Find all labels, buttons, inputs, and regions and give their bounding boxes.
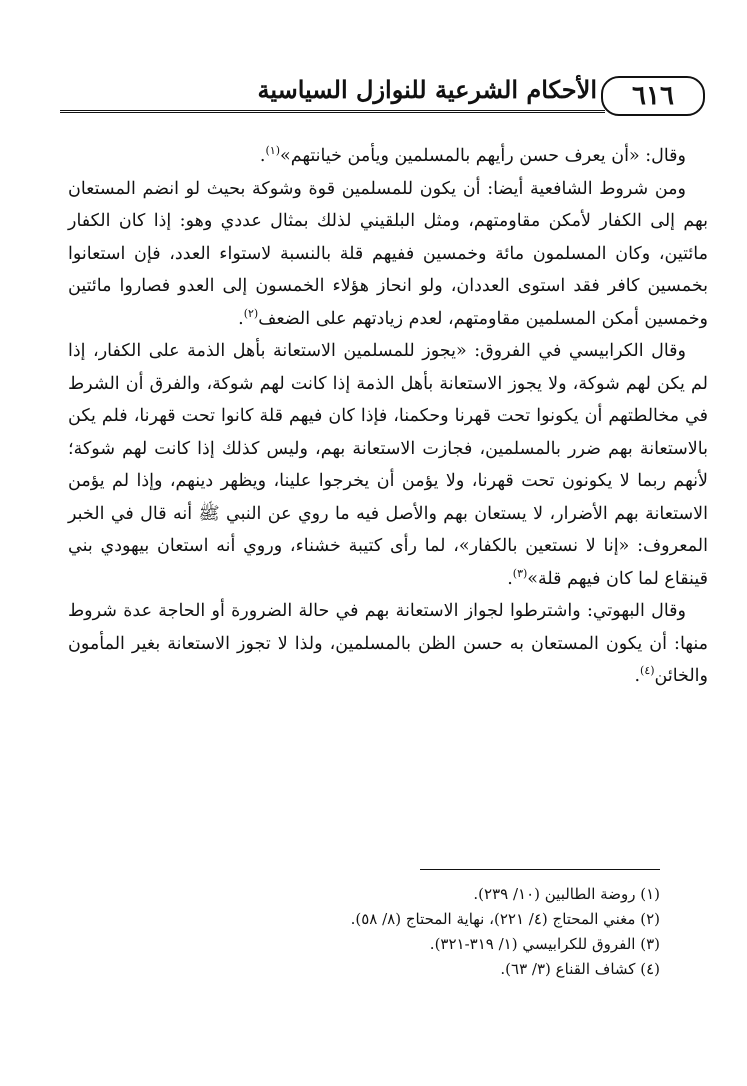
footnote-ref: (٣) xyxy=(512,566,528,580)
paragraph-end: . xyxy=(507,568,513,589)
paragraph-text: وقال: «أن يعرف حسن رأيهم بالمسلمين ويأمن خيانتهم» xyxy=(279,146,686,166)
footnotes xyxy=(100,882,660,982)
page-number: ٦١٦ xyxy=(601,76,705,116)
main-text xyxy=(68,140,708,693)
footnote-ref: (١) xyxy=(265,144,280,158)
paragraph xyxy=(68,173,708,336)
footnote: (٤) كشاف القناع (٣/ ٦٣). xyxy=(500,960,660,978)
paragraph-end: . xyxy=(259,146,266,166)
footnote-ref: (٤) xyxy=(640,664,655,678)
paragraph-text: وقال الكرابيسي في الفروق: «يجوز للمسلمين الاستعانة بأهل الذمة على الكفار، إذا لم يكن لهم شوكة، ولا يجوز الاستعانة بأهل الذمة إذا كانت لهم شوكة، والفرق أن الشرط في مخالطتهم أن يكونوا تحت قهرنا وحكمنا، فإذا كان فيهم قلة كانوا تحت قهرنا، فلم يكن بالاستعانة بهم ضرر بالمسلمين، فجازت الاستعانة بهم، وليس كذلك إذا كانت لهم شوكة؛ لأنهم ربما لا يكونون تحت قهرنا، ولا يؤمن أن يخرجوا علينا، ويظهر دينهم، وإذا لم يؤمن الاستعانة بهم الأضرار، لا يستعان بهم والأصل فيه ما روي عن النبي ﷺ أنه قال في الخبر المعروف: «إنا لا نستعين بالكفار»، لما رأى كتيبة خشناء، وروي أنه استعان بيهودي بني قينقاع لما كان فيهم قلة» xyxy=(68,341,708,589)
paragraph-text: ومن شروط الشافعية أيضا: أن يكون للمسلمين قوة وشوكة بحيث لو انضم المستعان بهم إلى الكفار لأمكن مقاومتهم، ومثل البلقيني لذلك بمثال عددي وهو: إذا كان الكفار مائتين، وكان المسلمون مائة وخمسين ففيهم قلة بالنسبة لاستواء العدد، فإن استعانوا بخمسين كافر فقد استوى العددان، ولو انحاز هؤلاء الخمسون إلى العدو فصاروا مائتين وخمسين أمكن المسلمين مقاومتهم، لعدم زيادتهم على الضعف xyxy=(68,178,708,329)
paragraph-end: . xyxy=(634,666,641,686)
paragraph-text: وقال البهوتي: واشترطوا لجواز الاستعانة بهم في حالة الضرورة أو الحاجة عدة شروط منها: أن يكون المستعان به حسن الظن بالمسلمين، ولذا لا تجوز الاستعانة بغير المأمون والخائن xyxy=(68,601,708,686)
paragraph xyxy=(68,595,708,693)
paragraph xyxy=(68,335,708,595)
header-rule xyxy=(60,110,605,113)
running-title: الأحكام الشرعية للنوازل السياسية xyxy=(257,75,597,104)
footnote: (٣) الفروق للكرابيسي (١/ ٣١٩-٣٢١). xyxy=(429,935,660,953)
footnote: (١) روضة الطالبين (١٠/ ٢٣٩). xyxy=(473,885,660,903)
page-header xyxy=(60,72,705,120)
paragraph-end: . xyxy=(238,308,244,329)
footnote: (٢) مغني المحتاج (٤/ ٢٢١)، نهاية المحتاج (٨/ ٥٨). xyxy=(350,910,660,928)
paragraph xyxy=(68,140,708,173)
footnote-rule xyxy=(420,869,660,870)
footnote-ref: (٢) xyxy=(243,306,259,320)
